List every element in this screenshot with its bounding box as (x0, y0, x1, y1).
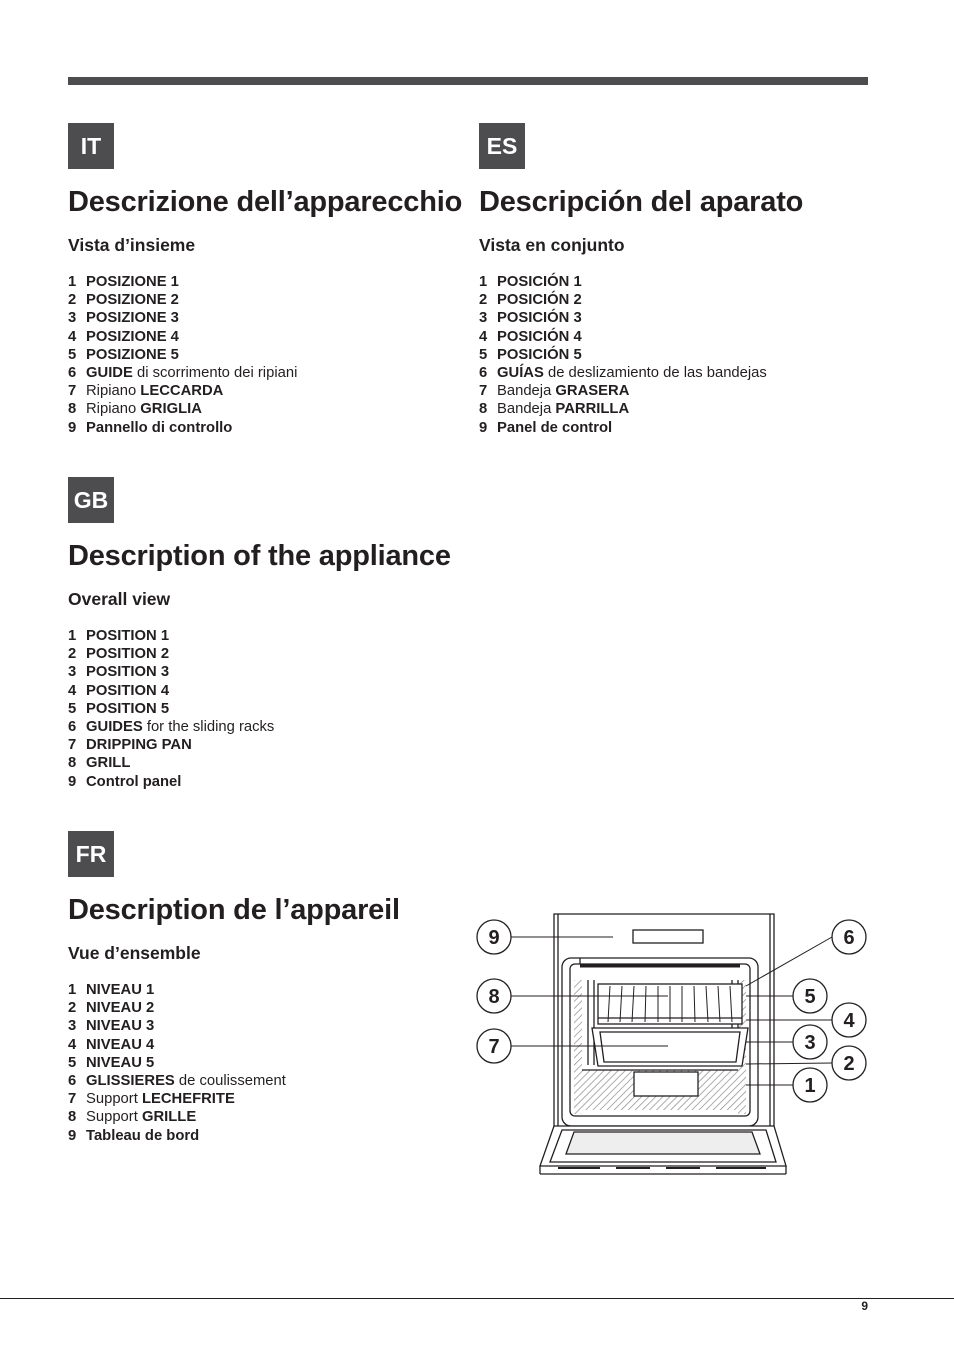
section-title-es: Descripción del aparato (479, 186, 804, 218)
list-item (479, 346, 767, 364)
callout-3 (793, 1025, 827, 1059)
list-item (479, 419, 767, 437)
page-number: 9 (861, 1299, 868, 1313)
list-item (68, 346, 297, 364)
item-label: Control panel (86, 773, 182, 790)
bottom-rule (0, 1298, 954, 1299)
list-item (68, 1017, 286, 1035)
callout-label-3: 3 (804, 1032, 816, 1054)
item-number: 9 (68, 419, 77, 436)
list-item (68, 1108, 286, 1126)
item-label: GRILLE (141, 1109, 197, 1126)
list-item (68, 627, 274, 645)
item-list-gb (68, 627, 274, 791)
list-item (479, 273, 767, 291)
callout-label-6: 6 (843, 927, 855, 949)
item-list-es (479, 273, 767, 437)
item-label: NIVEAU 2 (86, 1000, 155, 1017)
section-es (479, 123, 879, 436)
item-number: 9 (68, 773, 77, 790)
list-item (68, 1090, 286, 1108)
list-item (68, 328, 297, 346)
list-item (68, 1036, 286, 1054)
item-number: 5 (68, 346, 77, 363)
item-number: 5 (68, 700, 77, 717)
list-item (68, 291, 297, 309)
item-label: POSIZIONE 3 (86, 310, 179, 327)
oven-diagram (470, 900, 870, 1190)
list-item (68, 1127, 286, 1145)
top-rule (68, 77, 868, 85)
item-prefix: Bandeja (497, 401, 556, 418)
item-number: 6 (479, 364, 488, 381)
item-suffix: de coulissement (174, 1072, 286, 1089)
callout-6 (832, 920, 866, 954)
item-suffix: de deslizamiento de las bandejas (543, 364, 767, 381)
item-prefix: Support (86, 1109, 142, 1126)
section-subtitle-gb: Overall view (68, 589, 171, 609)
list-item (68, 1072, 286, 1090)
item-label: GUIDE (86, 364, 133, 381)
item-number: 8 (68, 1109, 77, 1126)
item-number: 1 (68, 274, 77, 290)
list-item (479, 400, 767, 418)
item-number: 8 (68, 755, 77, 772)
item-prefix: Bandeja (497, 383, 556, 400)
section-gb (68, 477, 468, 790)
section-title-gb: Description of the appliance (68, 540, 451, 572)
item-label: GUÍAS (497, 364, 544, 381)
section-fr (68, 831, 468, 1144)
item-label: GUIDES (86, 718, 143, 735)
item-label: POSICIÓN 1 (497, 274, 582, 290)
item-number: 6 (68, 718, 77, 735)
item-label: POSITION 5 (86, 700, 170, 717)
item-label: GRASERA (555, 383, 630, 400)
item-list-fr (68, 981, 286, 1145)
list-item (479, 328, 767, 346)
list-item (479, 309, 767, 327)
item-label: POSICIÓN 4 (497, 328, 582, 345)
list-item (479, 364, 767, 382)
item-number: 4 (68, 1036, 77, 1053)
list-item (68, 1054, 286, 1072)
item-label: POSICIÓN 5 (497, 346, 582, 363)
callout-label-9: 9 (488, 927, 500, 949)
list-item (68, 382, 297, 400)
section-subtitle-fr: Vue d’ensemble (68, 943, 201, 963)
item-number: 1 (68, 628, 77, 644)
item-label: Pannello di controllo (86, 419, 233, 436)
list-item (68, 364, 297, 382)
callout-7 (477, 1029, 511, 1063)
item-label: POSIZIONE 1 (86, 274, 179, 290)
item-label: DRIPPING PAN (86, 737, 192, 754)
callout-label-2: 2 (843, 1053, 855, 1075)
list-item (68, 419, 297, 437)
section-title-fr: Description de l’appareil (68, 894, 400, 926)
list-item (68, 663, 274, 681)
section-title-it: Descrizione dell’apparecchio (68, 186, 463, 218)
item-number: 8 (479, 401, 488, 418)
language-badge-it: IT (68, 123, 114, 169)
item-number: 1 (479, 274, 488, 290)
list-item (68, 718, 274, 736)
callout-label-1: 1 (804, 1075, 816, 1097)
callout-8 (477, 979, 511, 1013)
list-item (68, 773, 274, 791)
item-prefix: Ripiano (86, 383, 141, 400)
item-label: NIVEAU 3 (86, 1018, 155, 1035)
callout-label-8: 8 (488, 986, 500, 1008)
callout-label-7: 7 (488, 1036, 500, 1058)
callout-5 (793, 979, 827, 1013)
item-prefix: Ripiano (86, 401, 141, 418)
item-number: 2 (479, 292, 488, 309)
item-number: 8 (68, 401, 77, 418)
list-item (68, 682, 274, 700)
list-item (68, 981, 286, 999)
list-item (68, 309, 297, 327)
callout-label-5: 5 (804, 986, 816, 1008)
item-label: POSITION 4 (86, 682, 170, 699)
item-label: LECHEFRITE (141, 1091, 235, 1108)
item-label: NIVEAU 4 (86, 1036, 155, 1053)
oven-body (540, 914, 786, 1174)
item-label: Tableau de bord (86, 1127, 200, 1144)
item-label: POSIZIONE 2 (86, 292, 179, 309)
item-number: 5 (479, 346, 488, 363)
language-badge-gb: GB (68, 477, 114, 523)
item-number: 3 (68, 310, 77, 327)
item-number: 2 (68, 292, 77, 309)
section-it (68, 123, 468, 436)
item-label: POSICIÓN 2 (497, 292, 582, 309)
list-item (68, 700, 274, 718)
section-subtitle-it: Vista d’insieme (68, 235, 196, 255)
item-number: 4 (68, 682, 77, 699)
callout-2 (832, 1046, 866, 1080)
list-item (68, 754, 274, 772)
item-number: 7 (479, 383, 488, 400)
list-item (68, 273, 297, 291)
callout-4 (832, 1003, 866, 1037)
item-label: POSIZIONE 5 (86, 346, 179, 363)
item-number: 7 (68, 383, 77, 400)
item-number: 6 (68, 1072, 77, 1089)
item-number: 2 (68, 1000, 77, 1017)
item-number: 1 (68, 982, 77, 998)
item-label: GRILL (86, 755, 131, 772)
item-number: 3 (68, 1018, 77, 1035)
item-number: 3 (68, 664, 77, 681)
item-label: POSIZIONE 4 (86, 328, 179, 345)
item-prefix: Support (86, 1091, 142, 1108)
list-item (479, 291, 767, 309)
item-label: GLISSIERES (86, 1072, 175, 1089)
item-number: 4 (68, 328, 77, 345)
item-number: 3 (479, 310, 488, 327)
list-item (68, 400, 297, 418)
language-badge-es: ES (479, 123, 525, 169)
item-number: 7 (68, 1091, 77, 1108)
item-label: Panel de control (497, 419, 613, 436)
item-label: PARRILLA (555, 401, 630, 418)
item-number: 7 (68, 737, 77, 754)
item-label: POSITION 1 (86, 628, 170, 644)
item-label: GRIGLIA (140, 401, 202, 418)
list-item (68, 645, 274, 663)
section-subtitle-es: Vista en conjunto (479, 235, 625, 255)
item-number: 9 (479, 419, 488, 436)
item-label: NIVEAU 5 (86, 1054, 155, 1071)
item-number: 4 (479, 328, 488, 345)
item-number: 6 (68, 364, 77, 381)
item-number: 2 (68, 646, 77, 663)
callout-label-4: 4 (843, 1010, 855, 1032)
item-label: POSITION 3 (86, 664, 170, 681)
item-label: POSITION 2 (86, 646, 170, 663)
list-item (68, 999, 286, 1017)
list-item (68, 736, 274, 754)
item-list-it (68, 273, 297, 437)
list-item (479, 382, 767, 400)
item-suffix: di scorrimento dei ripiani (132, 364, 298, 381)
item-suffix: for the sliding racks (142, 718, 275, 735)
item-label: POSICIÓN 3 (497, 310, 582, 327)
language-badge-fr: FR (68, 831, 114, 877)
item-number: 9 (68, 1127, 77, 1144)
callout-9 (477, 920, 511, 954)
item-label: LECCARDA (140, 383, 224, 400)
item-number: 5 (68, 1054, 77, 1071)
callout-1 (793, 1068, 827, 1102)
item-label: NIVEAU 1 (86, 982, 155, 998)
